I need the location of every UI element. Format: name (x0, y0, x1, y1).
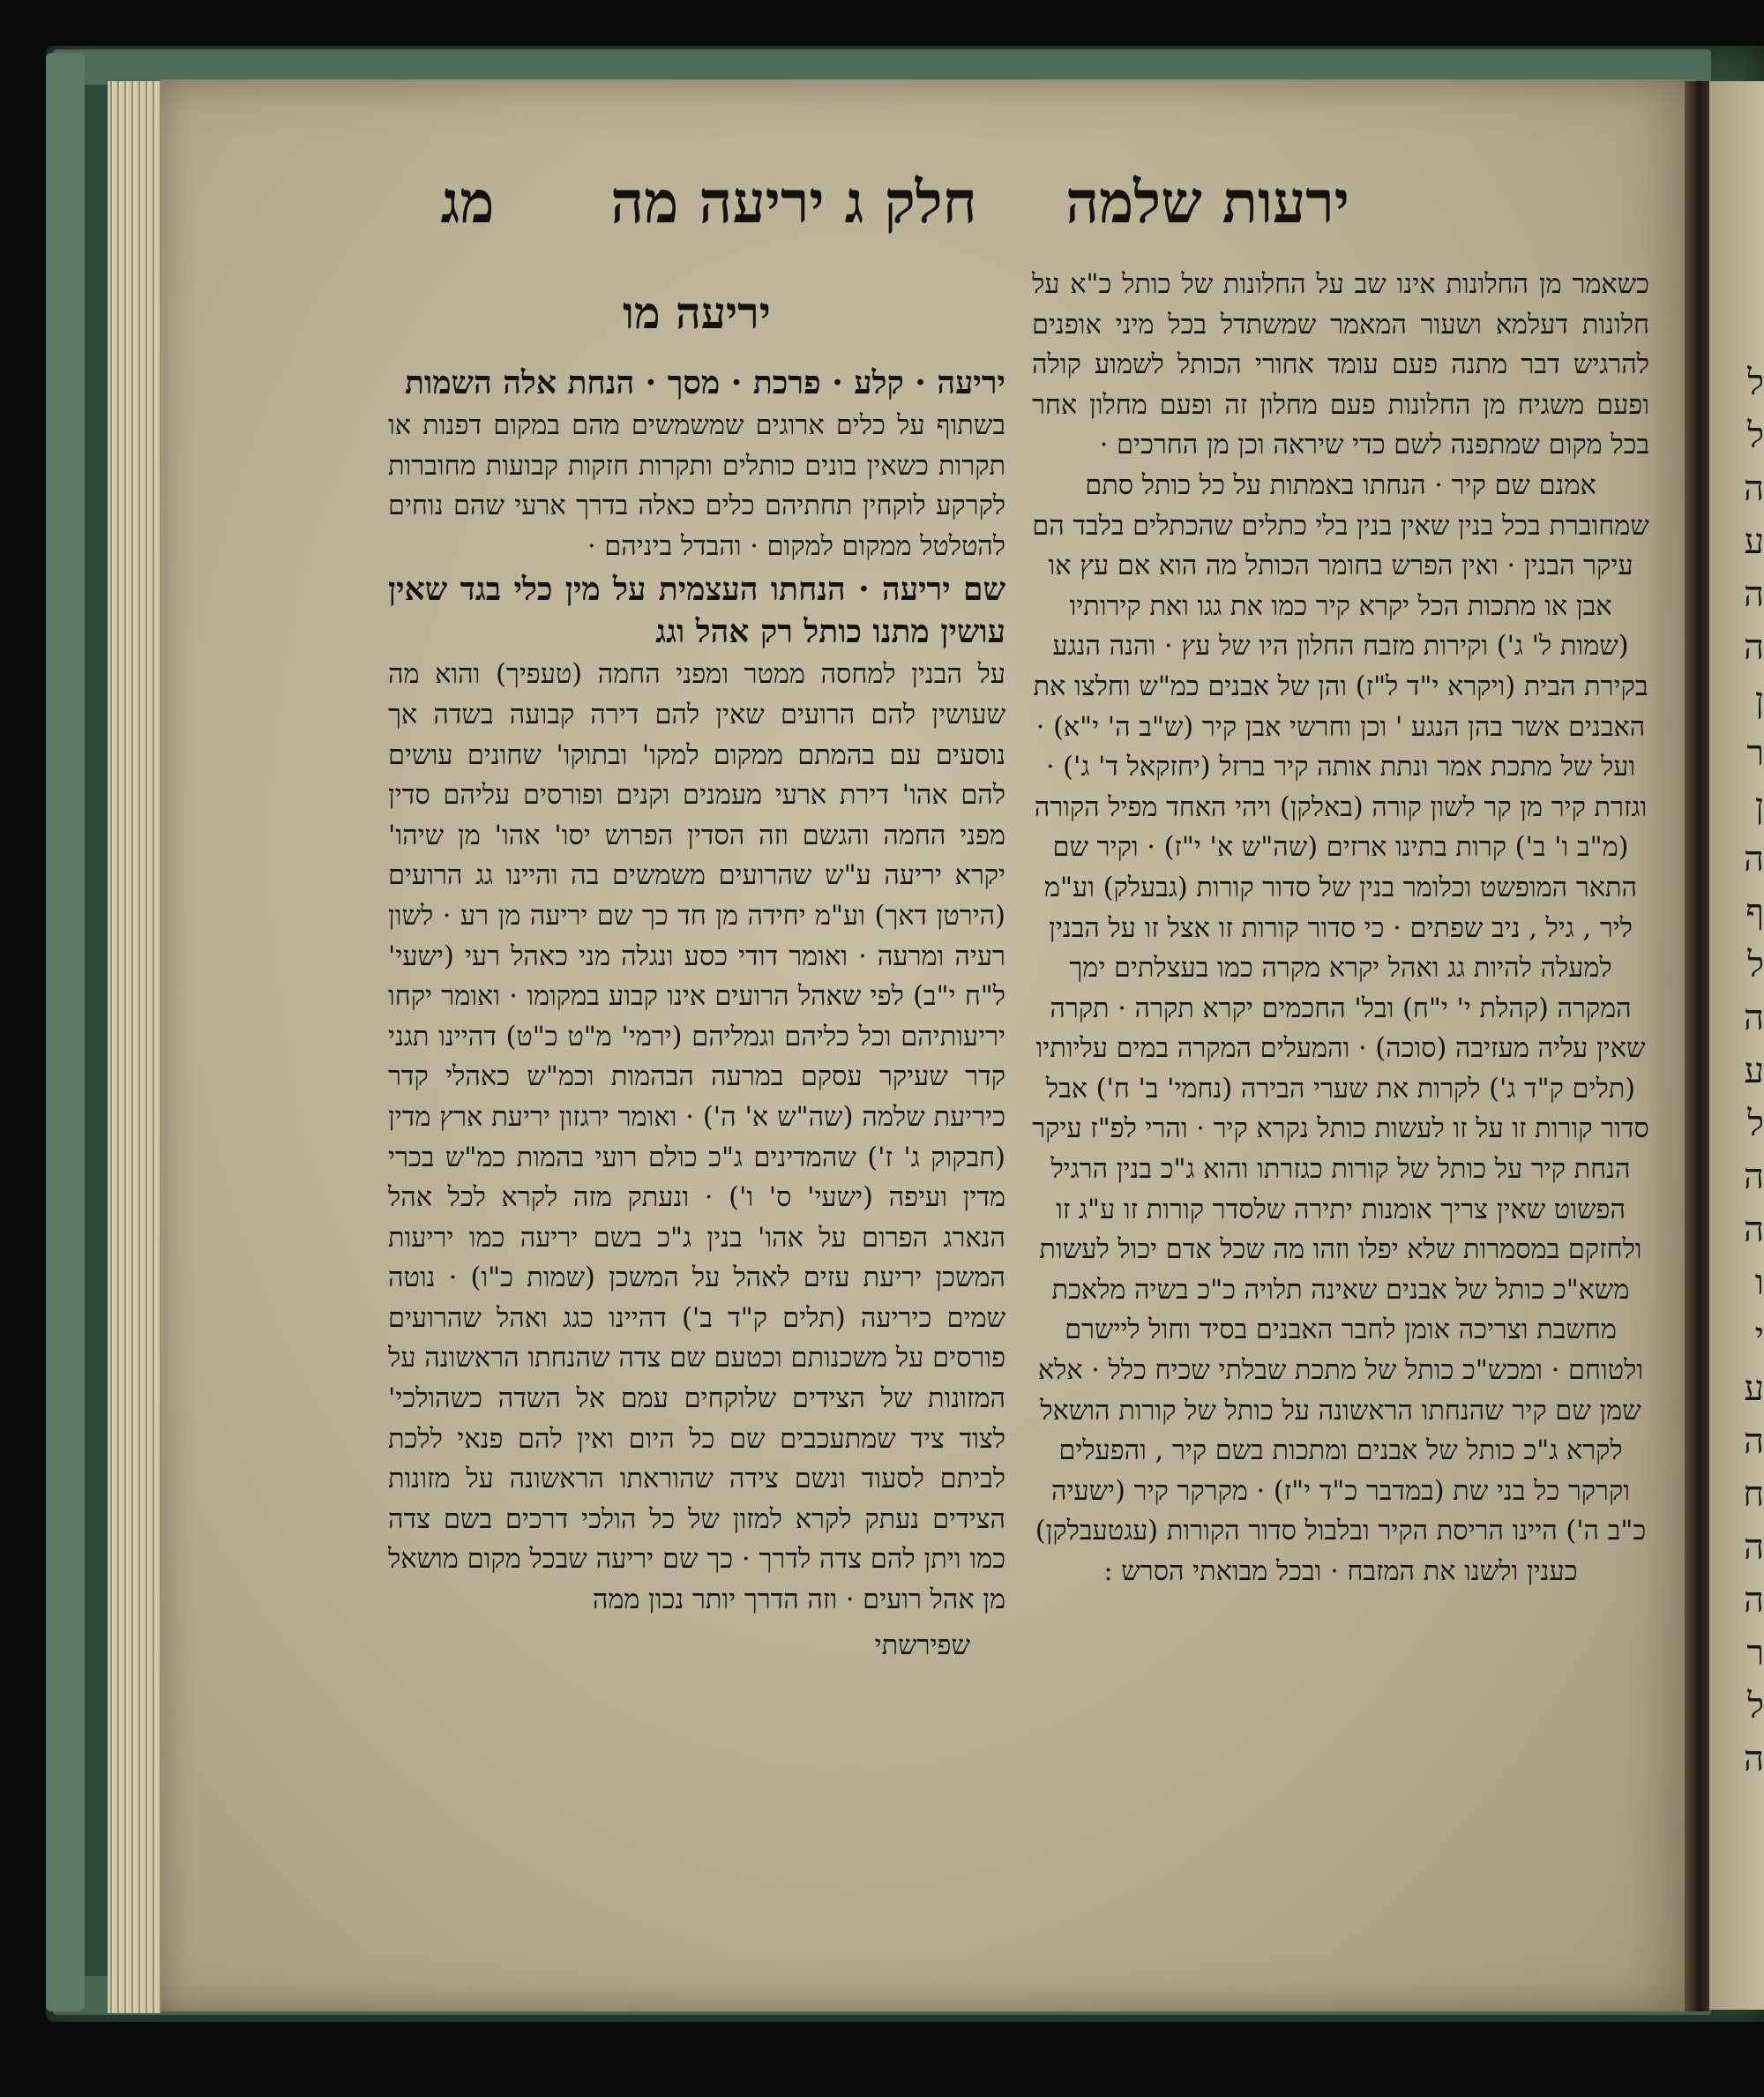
adjacent-page-fragment: ה (1743, 998, 1764, 1038)
left-text-column (388, 265, 1005, 1666)
lead-line-1: יריעה · קלע · פרכת · מסך · הנחת אלה השמות (405, 364, 1005, 401)
adjacent-page-fragment: ה (1743, 1210, 1764, 1250)
adjacent-page-fragment: ף (1745, 892, 1764, 932)
right-column-paragraph-2: אמנם שם קיר · הנחתו באמתות על כל כותל סתם שמחוברת בכל בנין שאין בנין בלי כתלים שהכתלים בלבד הם עיקר הבנין · ואין הפרש בחומר הכותל מה הוא אם עץ או אבן או מתכות הכל יקרא קיר כמו את גגו ואת קירותיו (שמות ל' ג') וקירות מזבח החלון היו של עץ · והנה הנגע בקירת הבית (ויקרא י"ד ל"ז) והן של אבנים כמ"ש וחלצו את האבנים אשר בהן הנגע ' וכן וחרשי אבן קיר (ש"ב ה' י"א) · ועל של מתכת אמר ונתת אותה קיר ברזל (יחזקאל ד' ג') · וגזרת קיר מן קר לשון קורה (באלקן) ויהי האחד מפיל הקורה (מ"ב ו' ב') קרות בתינו ארזים (שה"ש א' י"ז) · וקיר שם התאר המופשט וכלומר בנין של סדור קורות (גבעלק) וע"מ ליר , גיל , ניב שפתים · כי סדור קורות זו אצל זו על הבנין למעלה להיות גג ואהל יקרא מקרה כמו בעצלתים ימך המקרה (קהלת י' י"ח) ובל' החכמים יקרא תקרה · תקרה שאין עליה מעזיבה (סוכה) · והמעלים המקרה במים עליותיו (תלים ק"ד ג') לקרות את שערי הבירה (נחמי' ב' ח') אבל סדור קורות זו על זו לעשות כותל נקרא קיר · והרי לפ"ז עיקר הנחת קיר על כותל של קורות כגזרתו והוא ג"כ בנין הרגיל הפשוט שאין צריך אומנות יתירה שלסדר קורות זו ע"ג זו ולחזקם במסמרות שלא יפלו וזהו מה שכל אדם יכול לעשות משא"כ כותל של אבנים שאינה תלויה כ"כ בשיה מלאכת מחשבת וצריכה אומן לחבר האבנים בסיד וחול ליישרם ולטוחם · ומכש"כ כותל של מתכת שבלתי שכיח כלל · אלא שמן שם קיר שהנחתו הראשונה על כותל של קורות הושאל לקרא ג"כ כותל של אבנים ומתכות בשם קיר , והפעלים וקרקר כל בני שת (במדבר כ"ד י"ז) · מקרקר קיר (ישעיה כ"ב ה') היינו הריסת הקיר ובלבול סדור הקורות (עגטעבלקן) כענין ולשנו את המזבח · ובכל מבואתי הסרש : (1032, 469, 1649, 1587)
adjacent-page-fragment: ה (1743, 1157, 1764, 1197)
adjacent-page-fragment: ע (1744, 1368, 1764, 1409)
catchword: שפירשתי (874, 1629, 970, 1661)
adjacent-page-fragment: ה (1743, 468, 1764, 509)
right-column-paragraph-1: כשאמר מן החלונות אינו שב על החלונות של כותל כ"א על חלונות דעלמא ושעור המאמר שמשתדל בכל מיני אופנים להרגיש דבר מתנה פעם עומד אחורי הכותל לשמוע קולה ופעם משגיח מן החלונות פעם מחלון זה ופעם מחלון אחר בכל מקום שמתפנה לשם כדי שירא‍ה וכן מן החרכים · (1032, 269, 1649, 461)
running-header-title: ירעות שלמה (1065, 168, 1349, 236)
adjacent-page-fragment: ה (1743, 1527, 1764, 1568)
adjacent-page-fragment: ע (1744, 1051, 1764, 1091)
adjacent-page-fragment: ה (1743, 1421, 1764, 1462)
adjacent-page-fragment: ל (1747, 1686, 1764, 1726)
adjacent-page-fragment: ה (1743, 574, 1764, 615)
left-column-paragraph-2: על הבנין למחסה ממטר ומפני החמה (טעפיך) והוא מה שעושין להם הרועים שאין להם דירה קבועה בשדה אך נוסעים עם בהמתם ממקום למקו' ובתוקו' שחונים עושים להם אהו' דירת ארעי מעמנים וקנים ופורסים עליהם סדין מפני החמה והגשם וזה הסדין הפרוש יסו' אהו' מן שיהו' יקרא יריעה ע"ש שהרועים משמשים בה והיינו גג הרועים (הירטן דאך) וע"מ יחידה מן חד כך שם יריעה מן רע · לשון רעיה ומרעה · ואומר דודי כסע ונגלה מני כאהל רעי (ישעי' ל"ח י"ב) לפי שאהל הרועים אינו קבוע במקומו · ואומר יקחו יריעותיהם וכל כליהם וגמליהם (ירמי' מ"ט כ"ט) דהיינו תגני קדר שעיקר עסקם במרעה הבהמות וכמ"ש כאהלי קדר כיריעת שלמה (שה"ש א' ה') · ואומר ירגזון יריעת ארץ מדין (חבקוק ג' ז') שהמדינים ג"כ כולם רועי בהמות כמ"ש בכרי מדין ועיפה (ישעי' ס' ו') · ונעתק מזה לקרא לכל אהל הנארג הפרום על אהו' בנין ג"כ בשם יריעה כמו יריעות המשכן יריעת עזים לאהל על המשכן (שמות כ"ו) · נוטה שמים כיריעה (תלים ק"ד ב') דהיינו כגג ואהל שהרועים פורסים על משכנותם וכטעם שם צדה שהנחתו הראשונה על המזונות של הצידים שלוקחים עמם אל השדה כשהולכי' לצוד ציד שמתעכבים שם כל היום ואין להם פנאי ללכת לביתם לסעוד ונשם צידה שהוראתו הראשונה על מזונות הצידים נעתק לקרא למזון של כל הולכי דרכים בשם צדה כמו ויתן להם צדה לדרך · כך שם יריעה שבכל מקום מושאל מן אהל רועים · וזה הדרך יותר נכון ממה (388, 659, 1005, 1616)
section-title: יריעה מו (623, 287, 771, 339)
adjacent-page-fragment: ר (1746, 733, 1764, 774)
adjacent-page-fragment: ל (1747, 363, 1764, 403)
adjacent-page-fragment: ח (1743, 1474, 1764, 1515)
adjacent-page-fragment: י (1754, 1315, 1764, 1356)
page-edges (108, 81, 161, 2013)
right-text-column (1032, 265, 1649, 1592)
lead-line-2: שם יריעה · הנחתו העצמית על מין כלי בגד שאין עושין מתנו כותל רק אהל וגג (388, 571, 1005, 651)
adjacent-page-fragment: ו (1754, 1262, 1764, 1303)
adjacent-page-fragment: ן (1754, 786, 1764, 827)
left-column-paragraph-1: בשתוף על כלים ארוגים שמשמשים מהם במקום דפנות או תקרות כשאין בונים כותלים ותקרות חזקות קבועות מחוברות לקרקע לוקחין תחתיהם כלים כאלה בדרך ארעי שהם נוחים להטלטל ממקום למקום · והבדל ביניהם · (388, 410, 1005, 562)
adjacent-page-fragment: ר (1746, 1633, 1764, 1674)
adjacent-page-fragment: ל (1747, 945, 1764, 985)
cover-edge-left (46, 53, 85, 2011)
adjacent-page-fragment: ל (1747, 416, 1764, 456)
page-number: מג (440, 168, 495, 236)
adjacent-page-fragment: ל (1747, 1104, 1764, 1144)
adjacent-page-fragment: ה (1743, 627, 1764, 668)
adjacent-page-fragment: ן (1754, 680, 1764, 721)
adjacent-page-fragment: ה (1743, 1580, 1764, 1621)
adjacent-page-fragment: ה (1743, 1739, 1764, 1779)
adjacent-page-fragment: ה (1743, 839, 1764, 880)
adjacent-page-fragment: ע (1744, 521, 1764, 562)
book-gutter (1685, 81, 1709, 2011)
running-header-section: חלק ג יריעה מה (610, 168, 977, 236)
